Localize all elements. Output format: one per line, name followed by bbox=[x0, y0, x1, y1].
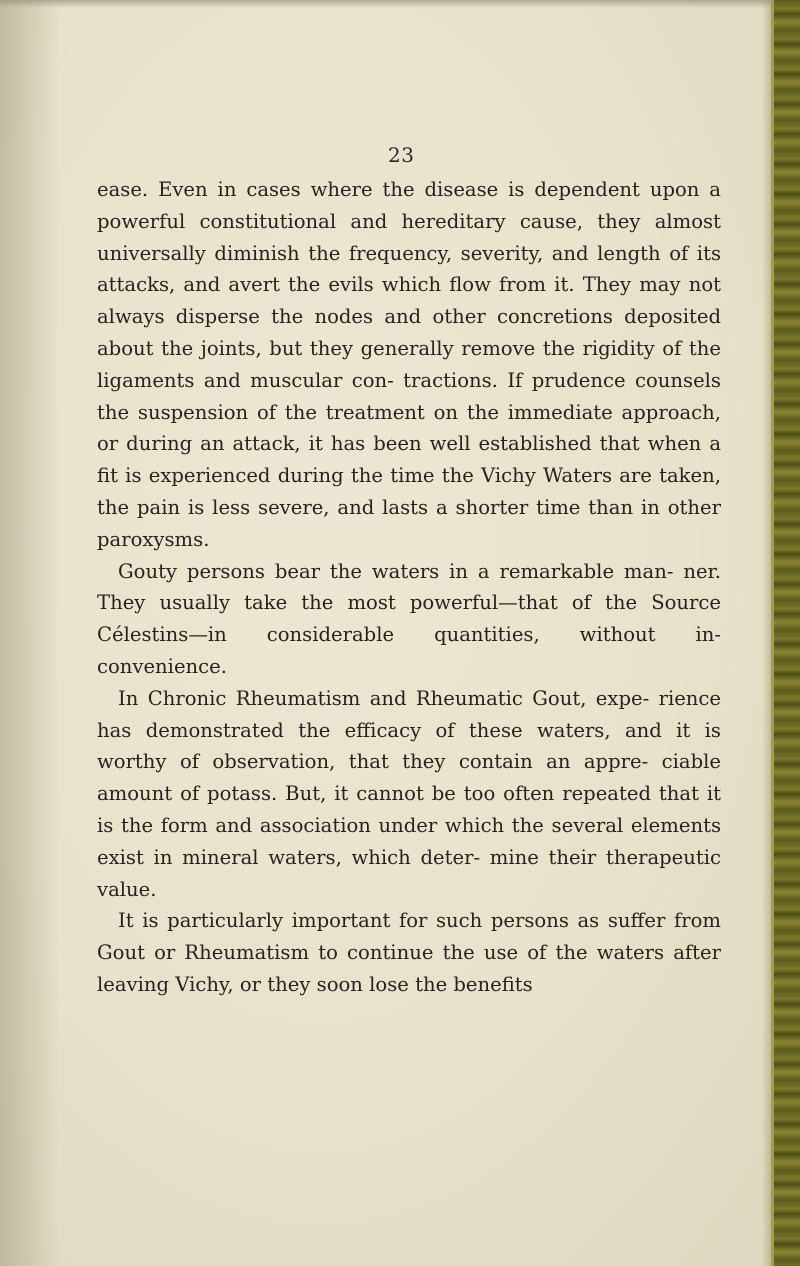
body-text bbox=[97, 174, 721, 1001]
paragraph-continued: ease. Even in cases where the disease is dependent upon a powerful constitutional and hereditary cause, they almost universally diminish the frequency, severity, and length of its attacks, and avert the evils which flow from it. They may not always disperse the nodes and other concretions deposited about the joints, but they generally remove the rigidity of the ligaments and muscular con- tractions. If prudence counsels the suspension of the treatment on the immediate approach, or during an attack, it has been well established that when a fit is experienced during the time the Vichy Waters are taken, the pain is less severe, and lasts a shorter time than in other paroxysms. bbox=[97, 178, 721, 551]
page-number: 23 bbox=[388, 143, 415, 167]
top-edge-shadow bbox=[0, 0, 800, 8]
book-binding bbox=[771, 0, 800, 1266]
paragraph-chronic-rheumatism: In Chronic Rheumatism and Rheumatic Gout, expe- rience has demonstrated the efficacy of these waters, and it is worthy of observation, that they contain an appre- ciable amount of potass. But, it cannot be too often repeated that it is the form and association under which the several elements exist in mineral waters, which deter- mine their therapeutic value. bbox=[97, 686, 721, 901]
paragraph-particularly-important: It is particularly important for such persons as suffer from Gout or Rheumatism to continue the use of the waters after leaving Vichy, or they soon lose the benefits bbox=[97, 909, 721, 996]
left-edge-shadow bbox=[0, 0, 60, 1266]
paragraph-gouty-persons: Gouty persons bear the waters in a remarkable man- ner. They usually take the most powerful—that of the Source Célestins—in considerable quantities, without in- convenience. bbox=[97, 559, 721, 678]
